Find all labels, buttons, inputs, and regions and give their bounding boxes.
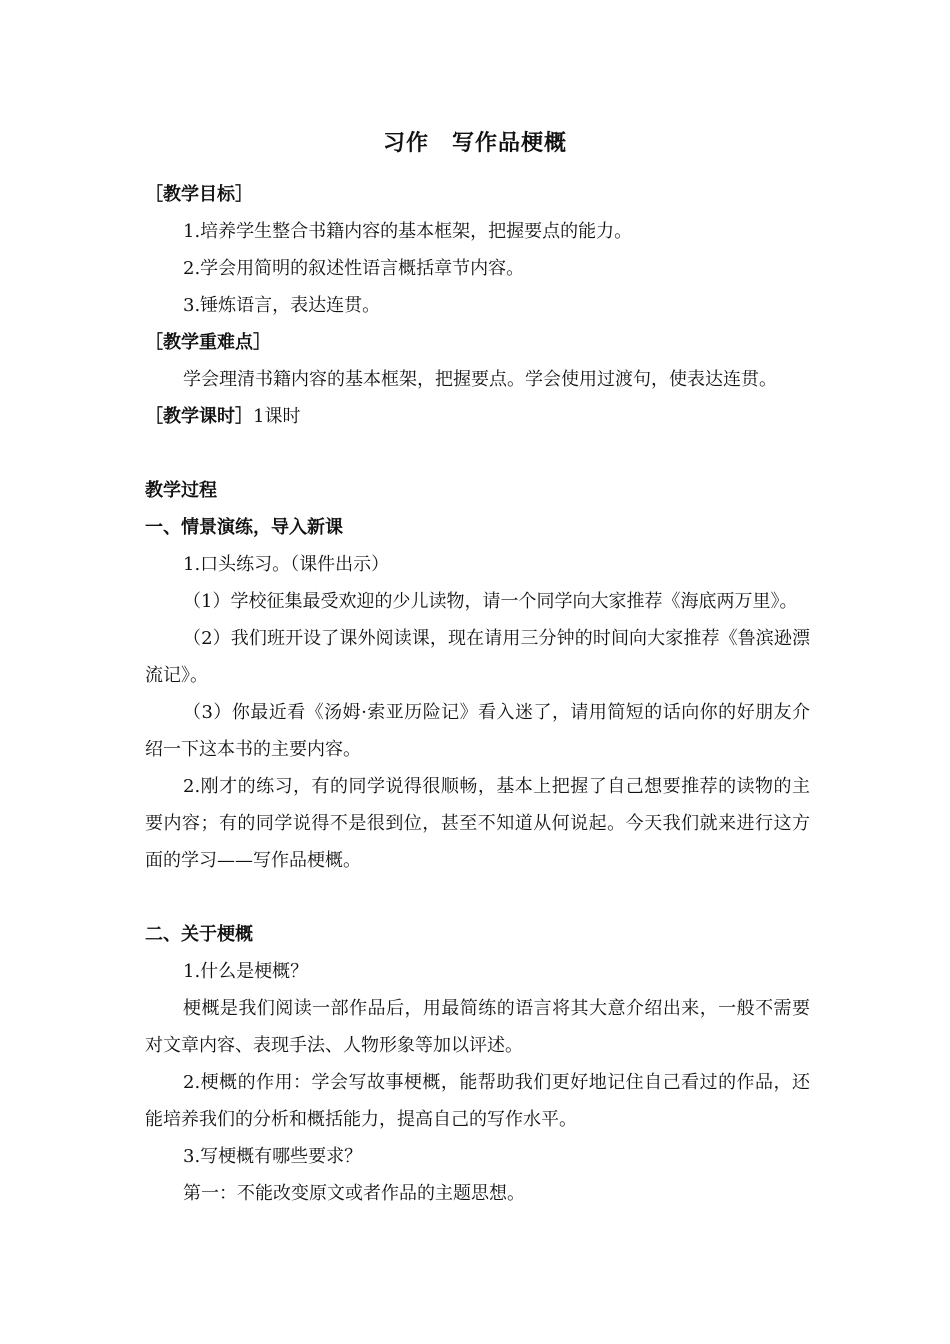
- class-hours-value: 1课时: [253, 406, 301, 427]
- spacer: [145, 879, 810, 916]
- objective-item-1: 1.培养学生整合书籍内容的基本框架，把握要点的能力。: [183, 221, 633, 242]
- objective-item-3: 3.锤炼语言，表达连贯。: [183, 295, 381, 316]
- section2-question-3: 3.写梗概有哪些要求？: [183, 1146, 363, 1167]
- class-hours-line: [145, 398, 810, 435]
- document-body: [145, 176, 810, 1212]
- spacer: [145, 435, 810, 472]
- section2-heading: 二、关于梗概: [145, 924, 253, 945]
- key-points-text: 学会理清书籍内容的基本框架，把握要点。学会使用过渡句，使表达连贯。: [183, 369, 777, 390]
- section1-sub-3: （3）你最近看《汤姆·索亚历险记》看入迷了，请用简短的话向你的好朋友介绍一下这本书的主要内容。: [145, 702, 810, 760]
- section1-sub-1: （1）学校征集最受欢迎的少儿读物，请一个同学向大家推荐《海底两万里》。: [183, 591, 798, 612]
- objective-item-2: 2.学会用简明的叙述性语言概括章节内容。: [183, 258, 525, 279]
- section1-heading: 一、情景演练，导入新课: [145, 517, 343, 538]
- section2-question-1: 1.什么是梗概？: [183, 961, 309, 982]
- key-points-heading: ［教学重难点］: [145, 332, 271, 353]
- section1-item-2: 2.刚才的练习，有的同学说得很顺畅，基本上把握了自己想要推荐的读物的主要内容；有的同学说得不是很到位，甚至不知道从何说起。今天我们就来进行这方面的学习——写作品梗概。: [145, 776, 810, 871]
- section1-item-1: 1.口头练习。（课件出示）: [183, 554, 390, 575]
- process-heading: 教学过程: [145, 480, 217, 501]
- document-title: 习作 写作品梗概: [382, 131, 567, 156]
- section2-answer-1: 梗概是我们阅读一部作品后，用最简练的语言将其大意介绍出来，一般不需要对文章内容、表现手法、人物形象等加以评述。: [145, 998, 810, 1056]
- section2-requirement-1: 第一：不能改变原文或者作品的主题思想。: [183, 1183, 525, 1204]
- class-hours-heading: ［教学课时］: [145, 406, 253, 427]
- section2-question-2: 2.梗概的作用：学会写故事梗概，能帮助我们更好地记住自己看过的作品，还能培养我们的分析和概括能力，提高自己的写作水平。: [145, 1072, 810, 1130]
- objectives-heading: ［教学目标］: [145, 184, 253, 205]
- section1-sub-2: （2）我们班开设了课外阅读课，现在请用三分钟的时间向大家推荐《鲁滨逊漂流记》。: [145, 628, 810, 686]
